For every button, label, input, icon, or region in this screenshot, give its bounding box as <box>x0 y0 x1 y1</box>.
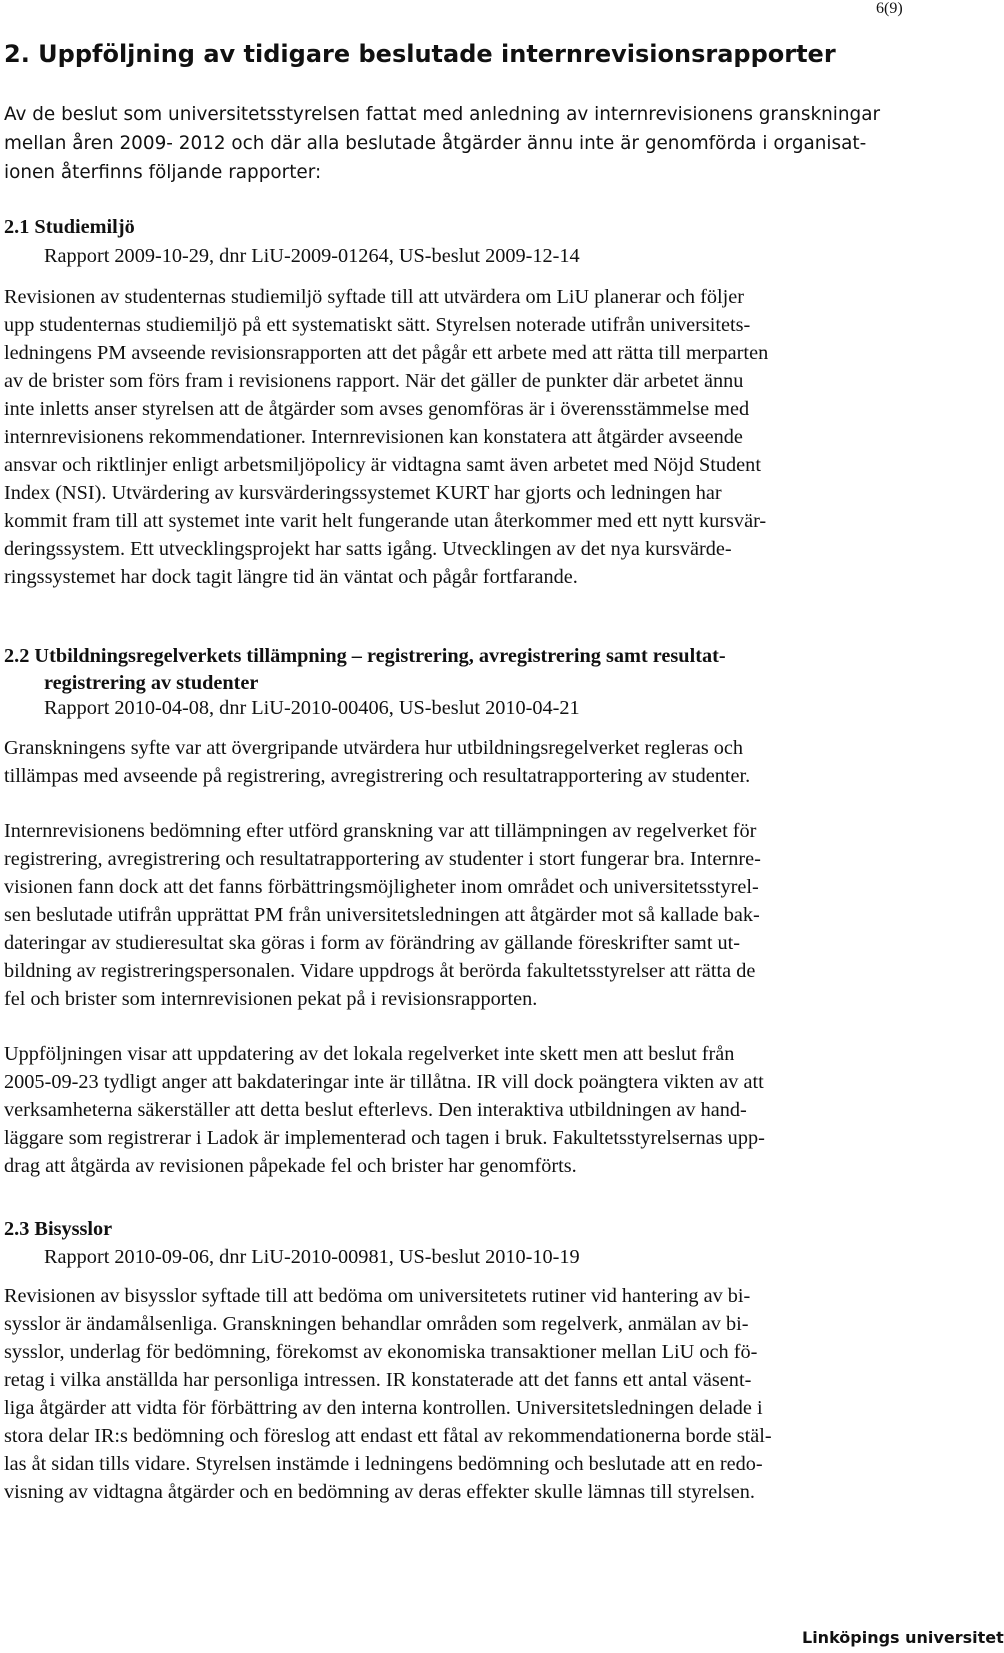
paragraph-line: Internrevisionens bedömning efter utförd granskning var att tillämpningen av regelverket för <box>4 820 757 842</box>
intro-line: mellan åren 2009- 2012 och där alla beslutade åtgärder ännu inte är genomförda i organisat- <box>4 133 867 154</box>
paragraph-line: kommit fram till att systemet inte varit helt fungerande utan återkommer med ett nytt kursvär- <box>4 510 767 532</box>
paragraph-line: drag att åtgärda av revisionen påpekade fel och brister har genomförts. <box>4 1155 577 1177</box>
paragraph-line: visionen fann dock att det fanns förbättringsmöjligheter inom området och universitetsstyrel- <box>4 876 759 898</box>
report-reference: Rapport 2010-09-06, dnr LiU-2010-00981, US-beslut 2010-10-19 <box>44 1246 580 1268</box>
intro-line: ionen återfinns följande rapporter: <box>4 162 322 183</box>
paragraph-line: inte inletts anser styrelsen att de åtgärder som avses genomföras är i överensstämmelse med <box>4 398 750 420</box>
paragraph-line: bildning av registreringspersonalen. Vidare uppdrogs åt berörda fakultetsstyrelser att rätta de <box>4 960 756 982</box>
paragraph-line: 2005-09-23 tydligt anger att bakdateringar inte är tillåtna. IR vill dock poängtera vikten av att <box>4 1071 764 1093</box>
paragraph-line: stora delar IR:s bedömning och föreslog att endast ett fåtal av rekommendationerna borde stäl- <box>4 1425 772 1447</box>
page-number: 6(9) <box>876 0 903 17</box>
paragraph-line: ansvar och riktlinjer enligt arbetsmiljöpolicy är vidtagna samt även arbetet med Nöjd Student <box>4 454 761 476</box>
paragraph-line: Uppföljningen visar att uppdatering av det lokala regelverket inte skett men att beslut från <box>4 1043 735 1065</box>
paragraph-line: deringssystem. Ett utvecklingsprojekt har satts igång. Utvecklingen av det nya kursvärde- <box>4 538 732 560</box>
paragraph-line: fel och brister som internrevisionen pekat på i revisionsrapporten. <box>4 988 538 1010</box>
paragraph-line: las åt sidan tills vidare. Styrelsen instämde i ledningens bedömning och beslutade att en redo- <box>4 1453 763 1475</box>
paragraph-line: Granskningens syfte var att övergripande utvärdera hur utbildningsregelverket regleras och <box>4 737 744 759</box>
paragraph-line: sysslor, underlag för bedömning, förekomst av ekonomiska transaktioner mellan LiU och fö- <box>4 1341 758 1363</box>
intro-line: Av de beslut som universitetsstyrelsen fattat med anledning av internrevisionens granskningar <box>4 104 881 125</box>
university-logo: Linköpings universitet <box>802 1628 1004 1647</box>
paragraph-line: registrering, avregistrering och resultatrapportering av studenter i stort fungerar bra. Internre- <box>4 848 761 870</box>
paragraph-line: dateringar av studieresultat ska göras i form av förändring av gällande föreskrifter samt ut- <box>4 932 741 954</box>
paragraph-line: retag i vilka anställda har personliga intressen. IR konstaterade att det fanns ett antal väsent- <box>4 1369 752 1391</box>
paragraph-line: liga åtgärder att vidta för förbättring av den interna kontrollen. Universitetsledningen delade i <box>4 1397 763 1419</box>
paragraph-line: ledningens PM avseende revisionsrapporten att det pågår ett arbete med att rätta till merparten <box>4 342 769 364</box>
paragraph-line: tillämpas med avseende på registrering, avregistrering och resultatrapportering av studenter. <box>4 765 751 787</box>
report-reference: Rapport 2009-10-29, dnr LiU-2009-01264, US-beslut 2009-12-14 <box>44 245 580 267</box>
paragraph-line: internrevisionens rekommendationer. Internrevisionen kan konstatera att åtgärder avseende <box>4 426 743 448</box>
section-heading: 2. Uppföljning av tidigare beslutade internrevisionsrapporter <box>4 40 836 68</box>
paragraph-line: verksamheterna säkerställer att detta beslut efterlevs. Den interaktiva utbildningen av hand- <box>4 1099 747 1121</box>
paragraph-line: av de brister som förs fram i revisionens rapport. När det gäller de punkter där arbetet ännu <box>4 370 744 392</box>
paragraph-line: sysslor är ändamålsenliga. Granskningen behandlar områden som regelverk, anmälan av bi- <box>4 1313 749 1335</box>
subsection-heading-2-1: 2.1 Studiemiljö <box>4 216 135 238</box>
paragraph-line: visning av vidtagna åtgärder och en bedömning av deras effekter skulle lämnas till styrelsen. <box>4 1481 755 1503</box>
paragraph-line: upp studenternas studiemiljö på ett systematiskt sätt. Styrelsen noterade utifrån universitets- <box>4 314 751 336</box>
paragraph-line: Revisionen av studenternas studiemiljö syftade till att utvärdera om LiU planerar och följer <box>4 286 745 308</box>
subsection-heading-2-2-cont: registrering av studenter <box>44 672 259 694</box>
subsection-heading-2-2: 2.2 Utbildningsregelverkets tillämpning – registrering, avregistrering samt resultat- <box>4 645 726 667</box>
paragraph-line: läggare som registrerar i Ladok är implementerad och tagen i bruk. Fakultetsstyrelsernas upp- <box>4 1127 765 1149</box>
paragraph-line: ringssystemet har dock tagit längre tid än väntat och pågår fortfarande. <box>4 566 578 588</box>
paragraph-line: sen beslutade utifrån upprättat PM från universitetsledningen att åtgärder mot så kallade bak- <box>4 904 760 926</box>
paragraph-line: Index (NSI). Utvärdering av kursvärderingssystemet KURT har gjorts och ledningen har <box>4 482 722 504</box>
paragraph-line: Revisionen av bisysslor syftade till att bedöma om universitetets rutiner vid hantering av bi- <box>4 1285 751 1307</box>
report-reference: Rapport 2010-04-08, dnr LiU-2010-00406, US-beslut 2010-04-21 <box>44 697 580 719</box>
subsection-heading-2-3: 2.3 Bisysslor <box>4 1218 113 1240</box>
